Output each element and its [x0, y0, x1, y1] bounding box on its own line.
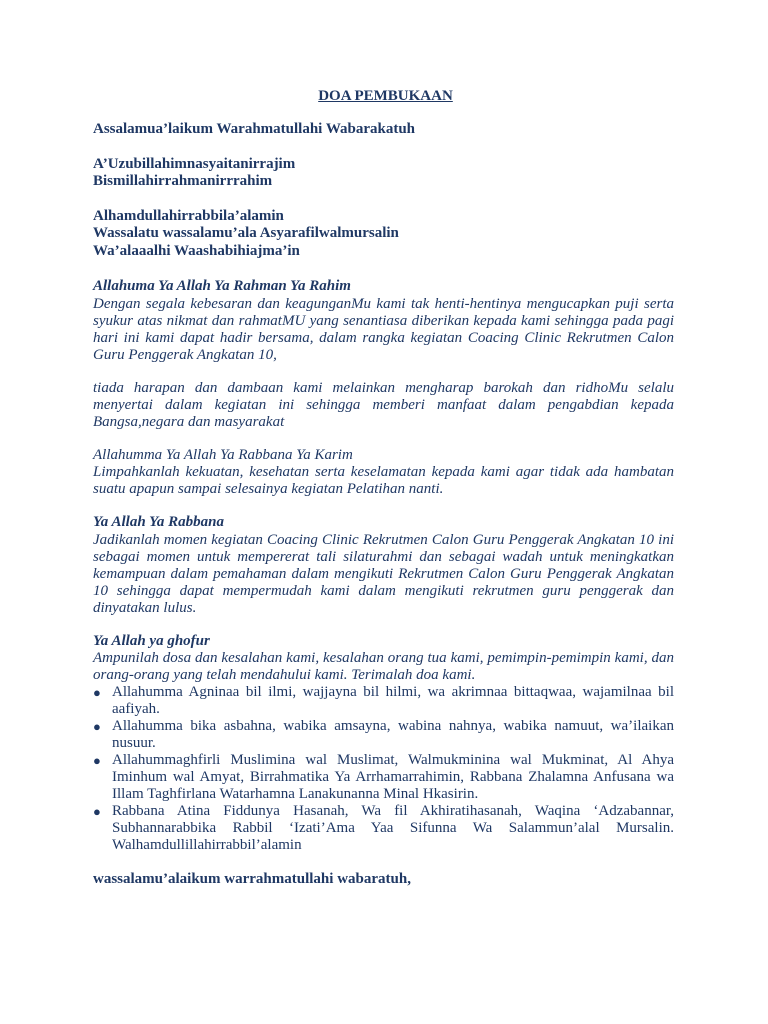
bullet-icon: ●	[93, 753, 101, 768]
section-paragraph: Ampunilah dosa dan kesalahan kami, kesalahan orang tua kami, pemimpin-pemimpin kami, dan orang-orang yang telah mendahului kami. Terimalah doa kami.	[93, 650, 674, 683]
opening-line-2: Bismillahirrahmanirrrahim	[93, 173, 273, 189]
document-title: DOA PEMBUKAAN	[318, 88, 453, 104]
opening-block	[93, 156, 674, 191]
section-paragraph: Dengan segala kebesaran dan keagunganMu kami tak henti-hentinya mengucapkan puji serta syukur atas nikmat dan rahmatMU yang senantiasa diberikan kepada kami sehingga pada pagi hari ini kami dapat hadir bersama, dalam rangka kegiatan Coacing Clinic Rekrutmen Calon Guru Penggerak Angkatan 10,	[93, 295, 674, 363]
doa-list	[93, 684, 674, 854]
section-heading: Allahumma Ya Allah Ya Rabbana Ya Karim	[93, 446, 353, 463]
list-item	[93, 718, 674, 752]
section-paragraph: Limpahkanlah kekuatan, kesehatan serta keselamatan kepada kami agar tidak ada hambatan suatu apapun sampai selesainya kegiatan Pelatihan nanti.	[93, 464, 674, 497]
section-heading: Allahuma Ya Allah Ya Rahman Ya Rahim	[93, 278, 351, 294]
section-paragraph: tiada harapan dan dambaan kami melainkan mengharap barokah dan ridhoMu selalu menyertai dalam kegiatan ini sehingga memberi manfaat dalam pengabdian kepada Bangsa,negara dan masyarakat	[93, 379, 674, 430]
praise-block	[93, 208, 674, 261]
praise-line-3: Wa’alaaalhi Waashabihiajma’in	[93, 242, 300, 259]
section-rabbana-karim	[93, 447, 674, 499]
document-page	[93, 86, 674, 889]
section-ghofur	[93, 633, 674, 855]
section-harapan	[93, 380, 674, 431]
praise-line-1: Alhamdullahirrabbila’alamin	[93, 207, 284, 224]
list-item-text: Allahumma bika asbahna, wabika amsayna, wabina nahnya, wabika namuut, wa’ilaikan nusuur.	[112, 718, 674, 751]
bullet-icon: ●	[93, 804, 101, 819]
bullet-icon: ●	[93, 719, 101, 734]
list-item	[93, 803, 674, 854]
section-paragraph: Jadikanlah momen kegiatan Coacing Clinic Rekrutmen Calon Guru Penggerak Angkatan 10 ini sebagai momen untuk mempererat tali silaturahmi dan sebagai wadah untuk meningkatkan kemampuan dalam pemahaman dalam mengikuti Rekrutmen Calon Guru Penggerak Angkatan 10 sehingga dapat mempermudah kami dalam mengikuti rekrutmen guru penggerak dan dinyatakan lulus.	[93, 531, 674, 616]
section-heading: Ya Allah Ya Rabbana	[93, 514, 225, 530]
closing-line: wassalamu’alaikum warrahmatullahi wabaratuh,	[93, 871, 411, 887]
list-item	[93, 752, 674, 803]
section-rabbana	[93, 514, 674, 617]
list-item-text: Allahummaghfirli Muslimina wal Muslimat, Walmukminina wal Mukminat, Al Ahya Iminhum wal Amyat, Birrahmatika Ya Arrhamarrahimin, Rabbana Zhalamna Anfusana wa Illam Taghfirlana Watarhamna Lanakunanna Minal Hkasirin.	[112, 752, 674, 802]
section-rahman-rahim	[93, 278, 674, 364]
list-item-text: Allahumma Agninaa bil ilmi, wajjayna bil hilmi, wa akrimnaa bittaqwaa, wajamilnaa bil aafiyah.	[112, 684, 674, 717]
praise-line-2: Wassalatu wassalamu’ala Asyarafilwalmursalin	[93, 225, 399, 241]
section-heading: Ya Allah ya ghofur	[93, 632, 210, 649]
greeting-line: Assalamua’laikum Warahmatullahi Wabarakatuh	[93, 121, 416, 137]
list-item	[93, 684, 674, 718]
list-item-text: Rabbana Atina Fiddunya Hasanah, Wa fil Akhiratihasanah, Waqina ‘Adzabannar, Subhannarabbika Rabbil ‘Izati’Ama Yaa Sifunna Wa Salammun’alal Mursalin. Walhamdullillahirrabbil’alamin	[112, 803, 674, 853]
opening-line-1: A’Uzubillahimnasyaitanirrajim	[93, 155, 296, 172]
greeting-block	[93, 121, 674, 139]
bullet-icon: ●	[93, 685, 101, 700]
